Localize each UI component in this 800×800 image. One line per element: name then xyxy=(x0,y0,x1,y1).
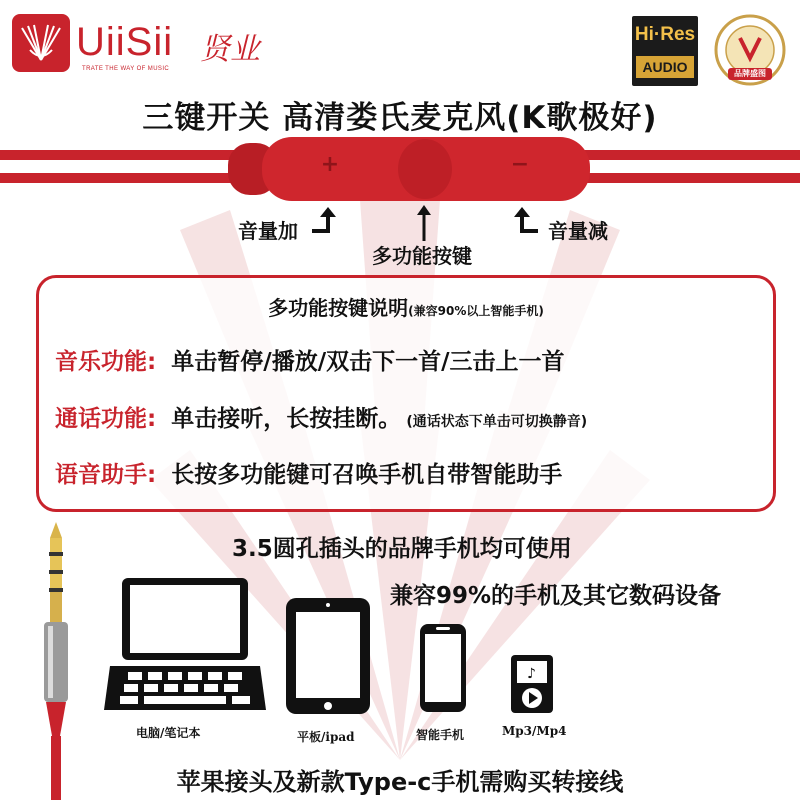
device-label-mp3: Mp3/Mp4 xyxy=(502,724,567,738)
phone-icon xyxy=(418,622,468,714)
instruction-text: 长按多功能键可召唤手机自带智能助手 xyxy=(171,462,563,488)
brand-logo-icon xyxy=(12,14,70,72)
multifunction-label: 多功能按键 xyxy=(372,244,472,268)
instruction-note: (通话状态下单击可切换静音) xyxy=(406,414,588,430)
instruction-label: 通话功能: xyxy=(55,406,157,432)
instruction-label: 语音助手: xyxy=(55,462,157,488)
audio-jack-icon xyxy=(36,522,76,800)
instructions-panel xyxy=(36,275,776,512)
brand-name: UiiSii xyxy=(76,20,174,64)
instructions-heading-note: (兼容90%以上智能手机) xyxy=(408,304,544,318)
volume-down-label: 音量减 xyxy=(548,219,608,243)
instruction-row-music xyxy=(55,343,565,376)
quality-seal-text: 品牌盛图 xyxy=(734,69,766,78)
instruction-row-call xyxy=(55,400,587,433)
volume-up-button[interactable]: + xyxy=(320,152,340,177)
arrow-up-right-icon xyxy=(308,205,338,239)
multifunction-button[interactable] xyxy=(398,139,452,199)
arrow-up-icon xyxy=(414,205,434,241)
svg-text:♪: ♪ xyxy=(527,666,536,682)
hires-audio-badge xyxy=(632,16,698,86)
brand-chinese-mark: 贤业 xyxy=(200,32,260,67)
instruction-text: 单击接听，长按挂断。 xyxy=(171,406,402,432)
jack-compat-line: 3.5圆孔插头的品牌手机均可使用 xyxy=(232,536,572,562)
hires-badge-bottom: AUDIO xyxy=(636,56,694,78)
device-label-laptop: 电脑/笔记本 xyxy=(136,726,201,740)
instruction-label: 音乐功能: xyxy=(55,349,157,375)
hires-badge-top: Hi·Res xyxy=(634,24,696,45)
volume-up-label: 音量加 xyxy=(238,219,298,243)
device-label-tablet: 平板/ipad xyxy=(297,730,355,744)
footer-note: 苹果接头及新款Type-c手机需购买转接线 xyxy=(176,768,624,796)
volume-down-button[interactable]: − xyxy=(510,152,530,177)
arrow-up-left-icon xyxy=(512,205,542,239)
mp3-player-icon xyxy=(510,654,554,714)
quality-seal-icon xyxy=(712,12,788,90)
brand-tagline: TRATE THE WAY OF MUSIC xyxy=(82,66,170,72)
tablet-icon xyxy=(284,596,372,716)
instruction-text: 单击暂停/播放/双击下一首/三击上一首 xyxy=(171,349,565,375)
instructions-heading xyxy=(39,292,773,321)
laptop-icon xyxy=(100,570,270,720)
instructions-heading-text: 多功能按键说明 xyxy=(268,296,409,320)
page-title: 三键开关 高清娄氏麦克风(K歌极好) xyxy=(142,100,658,136)
instruction-row-assistant xyxy=(55,456,562,489)
devices-compat-line: 兼容99%的手机及其它数码设备 xyxy=(390,583,722,609)
device-label-phone: 智能手机 xyxy=(416,728,465,742)
